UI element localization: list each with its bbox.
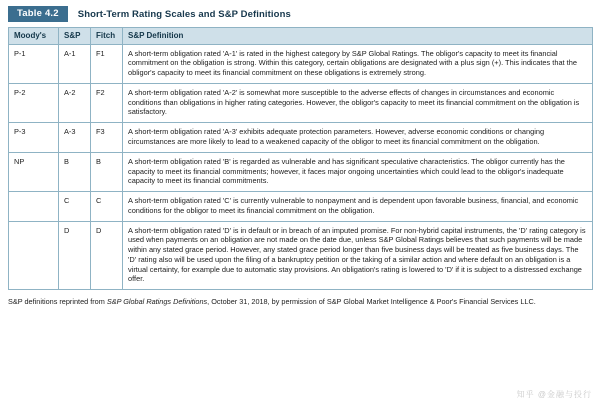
table-header-row xyxy=(9,28,593,44)
cell-definition: A short-term obligation rated 'A-2' is somewhat more susceptible to the adverse effects of changes in circumstances and economic conditions than obligations in higher rating categories. However, the obligor's capacity to meet its financial commitment on the obligation is satisfactory. xyxy=(123,83,593,122)
footnote-publication-title: S&P Global Ratings Definitions xyxy=(106,297,208,307)
cell-definition: A short-term obligation rated 'A-3' exhibits adequate protection parameters. However, adverse economic conditions or changing circumstances are more likely to lead to a weakened capacity of the obligor to meet its financial commitment on the obligation. xyxy=(123,123,593,153)
cell-moodys: P-1 xyxy=(9,44,59,83)
cell-sp: C xyxy=(59,192,91,222)
cell-definition: A short-term obligation rated 'D' is in default or in breach of an imputed promise. For non-hybrid capital instruments, the 'D' rating category is used when payments on an obligation are not made on the date due, unless S&P Global Ratings believes that such payments will be made within any stated grace period. However, any stated grace period longer than five business days will be treated as five business days. The 'D' rating also will be used upon the filing of a bankruptcy petition or the taking of a similar action and where default on an obligation is a virtual certainty, for example due to automatic stay provisions. An obligation's rating is lowered to 'D' if it is subject to a distressed exchange offer. xyxy=(123,221,593,290)
table-row xyxy=(9,83,593,122)
cell-sp: A-3 xyxy=(59,123,91,153)
column-header-definition: S&P Definition xyxy=(123,28,593,44)
column-header-fitch: Fitch xyxy=(91,28,123,44)
table-number-tag: Table 4.2 xyxy=(8,6,68,22)
cell-fitch: B xyxy=(91,152,123,191)
cell-sp: A-1 xyxy=(59,44,91,83)
cell-moodys: NP xyxy=(9,152,59,191)
table-row xyxy=(9,123,593,153)
table-title: Short-Term Rating Scales and S&P Definitions xyxy=(77,8,291,20)
table-caption xyxy=(8,6,592,27)
footnote-text-after: , October 31, 2018, by permission of S&P Global Market Intelligence & Poor's Financial Services LLC. xyxy=(207,297,536,307)
source-footnote xyxy=(8,297,588,308)
column-header-sp: S&P xyxy=(59,28,91,44)
rating-scales-table xyxy=(8,27,593,290)
cell-fitch: F1 xyxy=(91,44,123,83)
table-row xyxy=(9,152,593,191)
footnote-text-before: S&P definitions reprinted from xyxy=(8,297,107,307)
watermark: 知乎 @金融与投行 xyxy=(516,390,592,399)
cell-fitch: D xyxy=(91,221,123,290)
cell-fitch: F2 xyxy=(91,83,123,122)
cell-moodys: P-2 xyxy=(9,83,59,122)
table-row xyxy=(9,192,593,222)
cell-sp: A-2 xyxy=(59,83,91,122)
cell-moodys: P-3 xyxy=(9,123,59,153)
cell-moodys xyxy=(9,192,59,222)
cell-definition: A short-term obligation rated 'C' is currently vulnerable to nonpayment and is dependent upon favorable business, financial, and economic conditions for the obligor to meet its financial commitment on the obligation. xyxy=(123,192,593,222)
cell-moodys xyxy=(9,221,59,290)
table-row xyxy=(9,44,593,83)
cell-definition: A short-term obligation rated 'B' is regarded as vulnerable and has significant speculative characteristics. The obligor currently has the capacity to meet its financial commitments; however, it faces major ongoing uncertainties which could lead to the obligor's inadequate capacity to meet its financial commitments. xyxy=(123,152,593,191)
cell-sp: D xyxy=(59,221,91,290)
cell-sp: B xyxy=(59,152,91,191)
cell-fitch: C xyxy=(91,192,123,222)
cell-definition: A short-term obligation rated 'A-1' is rated in the highest category by S&P Global Ratings. The obligor's capacity to meet its financial commitment on the obligation is strong. Within this category, certain obligations are designated with a plus sign (+). This indicates that the obligor's capacity to meet its financial commitment on these obligations is extremely strong. xyxy=(123,44,593,83)
table-row xyxy=(9,221,593,290)
cell-fitch: F3 xyxy=(91,123,123,153)
column-header-moodys: Moody's xyxy=(9,28,59,44)
